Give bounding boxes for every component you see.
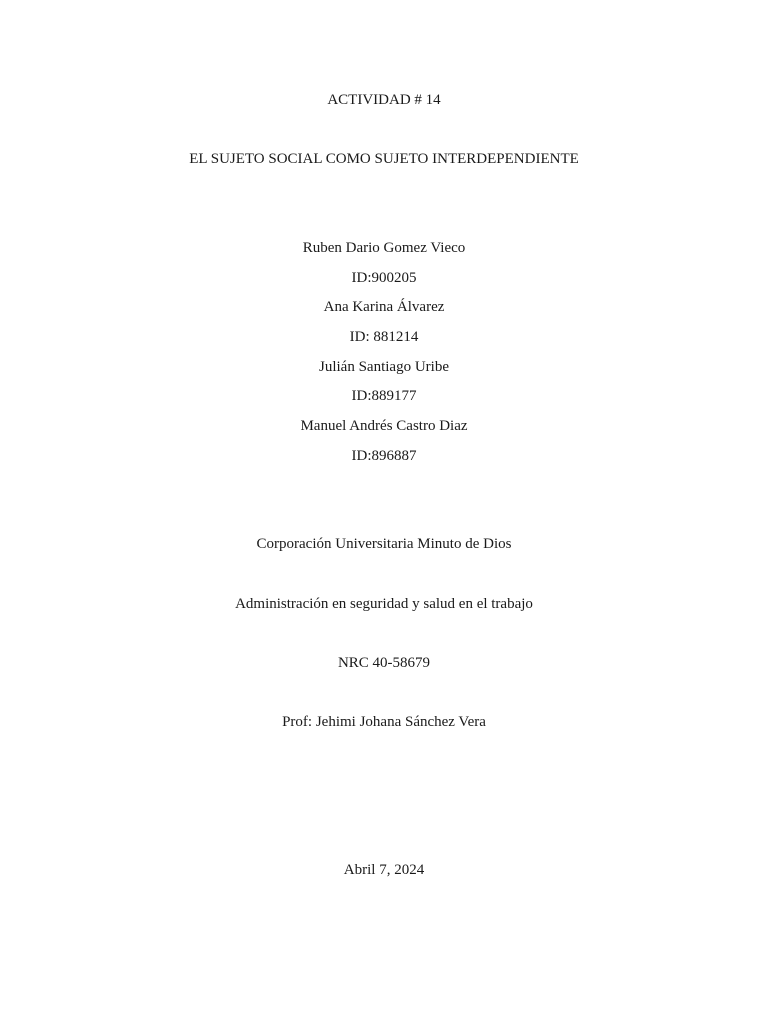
- document-title: EL SUJETO SOCIAL COMO SUJETO INTERDEPENDIENTE: [189, 151, 579, 167]
- author-name: Ana Karina Álvarez: [323, 299, 445, 315]
- activity-number: ACTIVIDAD # 14: [327, 92, 441, 108]
- institution-name: Corporación Universitaria Minuto de Dios: [256, 536, 512, 552]
- document-date: Abril 7, 2024: [343, 862, 425, 878]
- course-nrc: NRC 40-58679: [337, 655, 431, 671]
- author-id: ID:889177: [351, 388, 417, 404]
- author-name: Ruben Dario Gomez Vieco: [302, 240, 466, 256]
- author-name: Manuel Andrés Castro Diaz: [300, 418, 468, 434]
- author-id: ID: 881214: [349, 329, 419, 345]
- author-id: ID:896887: [351, 448, 417, 464]
- program-name: Administración en seguridad y salud en el trabajo: [235, 596, 533, 612]
- author-id: ID:900205: [351, 270, 417, 286]
- professor-name: Prof: Jehimi Johana Sánchez Vera: [282, 714, 486, 730]
- author-name: Julián Santiago Uribe: [319, 359, 449, 375]
